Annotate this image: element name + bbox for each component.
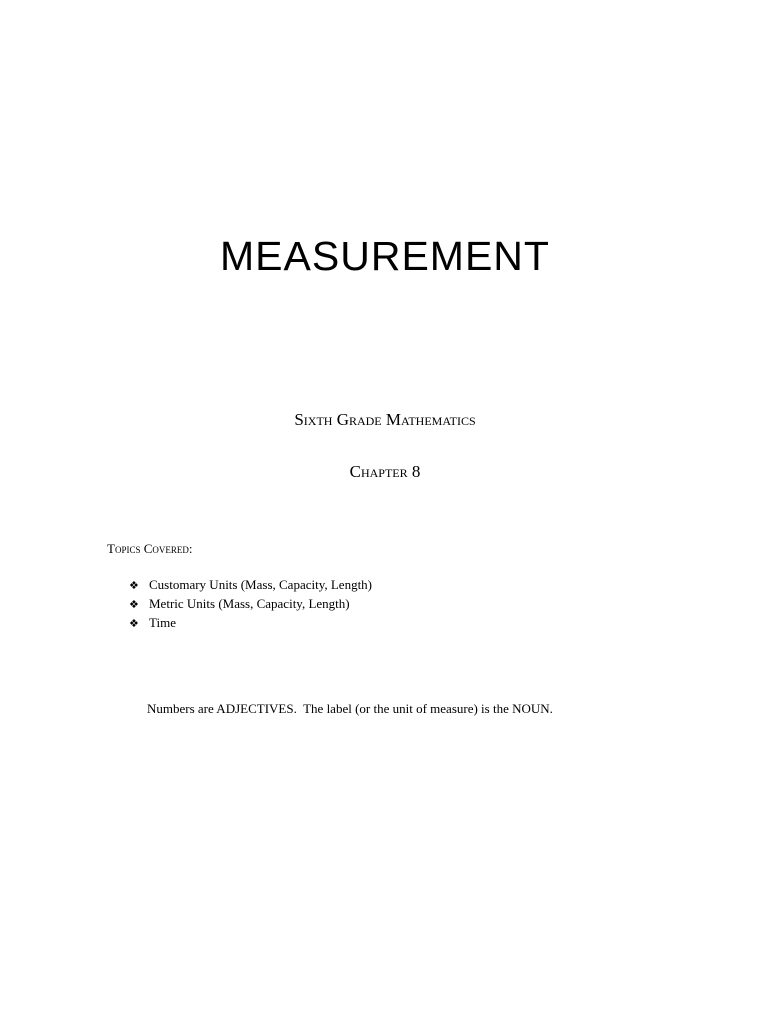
topic-label: Time (149, 615, 176, 630)
chapter-heading: Chapter 8 (349, 462, 421, 481)
diamond-bullet-icon: ❖ (129, 617, 139, 630)
list-item (129, 575, 372, 594)
list-item (129, 613, 372, 632)
diamond-bullet-icon: ❖ (129, 579, 139, 592)
page-title: MEASUREMENT (220, 233, 550, 279)
note-text: Numbers are ADJECTIVES. The label (or the unit of measure) is the NOUN. (147, 701, 553, 716)
topic-label: Customary Units (Mass, Capacity, Length) (149, 577, 373, 592)
topics-heading: Topics Covered: (107, 541, 193, 556)
diamond-bullet-icon: ❖ (129, 598, 139, 611)
subject-heading: Sixth Grade Mathematics (294, 410, 476, 429)
topic-label: Metric Units (Mass, Capacity, Length) (149, 596, 350, 611)
list-item (129, 594, 372, 613)
topics-list (129, 575, 372, 632)
